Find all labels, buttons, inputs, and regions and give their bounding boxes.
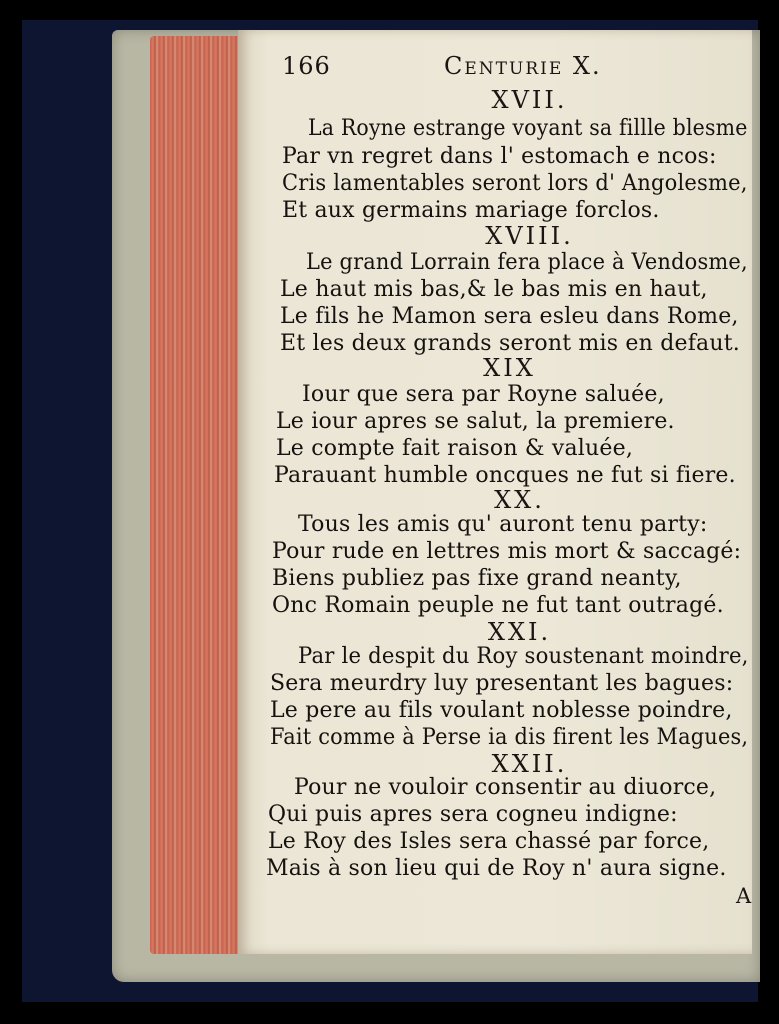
verse-line: Mais à son lieu qui de Roy n' aura signe. bbox=[266, 856, 727, 881]
verse-line: Qui puis apres sera cogneu indigne: bbox=[268, 802, 678, 827]
verse-line: Onc Romain peuple ne fut tant outragé. bbox=[272, 593, 724, 618]
verse-line: Le haut mis bas,& le bas mis en haut, bbox=[280, 277, 708, 302]
verse-line: Biens publiez pas fixe grand neanty, bbox=[272, 566, 682, 591]
verse-line: Fait comme à Perse ia dis firent les Magues, bbox=[270, 725, 749, 750]
verse-line: Iour que sera par Royne saluée, bbox=[302, 382, 665, 407]
verse-line: Et aux germains mariage forclos. bbox=[282, 198, 660, 223]
verse-line: Par vn regret dans l' estomach e ncos: bbox=[282, 144, 717, 169]
quatrain-numeral: XVIII. bbox=[485, 222, 574, 250]
running-head: Centurie X. bbox=[444, 52, 602, 80]
catchword: A bbox=[736, 884, 752, 908]
verse-line: La Royne estrange voyant sa fillle blesme bbox=[308, 116, 748, 141]
verse-line: Parauant humble oncques ne fut si fiere. bbox=[274, 463, 736, 488]
verse-line: Le compte fait raison & valuée, bbox=[276, 436, 634, 461]
quatrain-numeral: XIX bbox=[483, 354, 536, 382]
verse-line: Sera meurdry luy presentant les bagues: bbox=[270, 671, 734, 696]
quatrain-numeral: XX. bbox=[494, 486, 545, 514]
quatrain-numeral: XXI. bbox=[487, 618, 552, 646]
verse-line: Le grand Lorrain fera place à Vendosme, bbox=[306, 250, 748, 275]
verse-line: Le iour apres se salut, la premiere. bbox=[276, 409, 675, 434]
page-header bbox=[282, 52, 642, 88]
verse-line: Le fils he Mamon sera esleu dans Rome, bbox=[280, 304, 739, 329]
verse-line: Pour rude en lettres mis mort & saccagé: bbox=[272, 539, 742, 564]
quatrain-numeral: XVII. bbox=[491, 86, 568, 114]
verse-line: Cris lamentables seront lors d' Angolesme, bbox=[282, 171, 748, 196]
verse-line: Par le despit du Roy soustenant moindre, bbox=[298, 644, 749, 669]
verse-line: Et les deux grands seront mis en defaut. bbox=[280, 331, 740, 356]
quatrain-numeral: XXII. bbox=[491, 750, 568, 778]
verse-line: Le pere au fils voulant noblesse poindre, bbox=[270, 698, 733, 723]
verse-line: Tous les amis qu' auront tenu party: bbox=[298, 512, 708, 537]
verse-line: Le Roy des Isles sera chassé par force, bbox=[268, 829, 710, 854]
verse-line: Pour ne vouloir consentir au diuorce, bbox=[294, 775, 717, 800]
page-number: 166 bbox=[282, 52, 331, 80]
